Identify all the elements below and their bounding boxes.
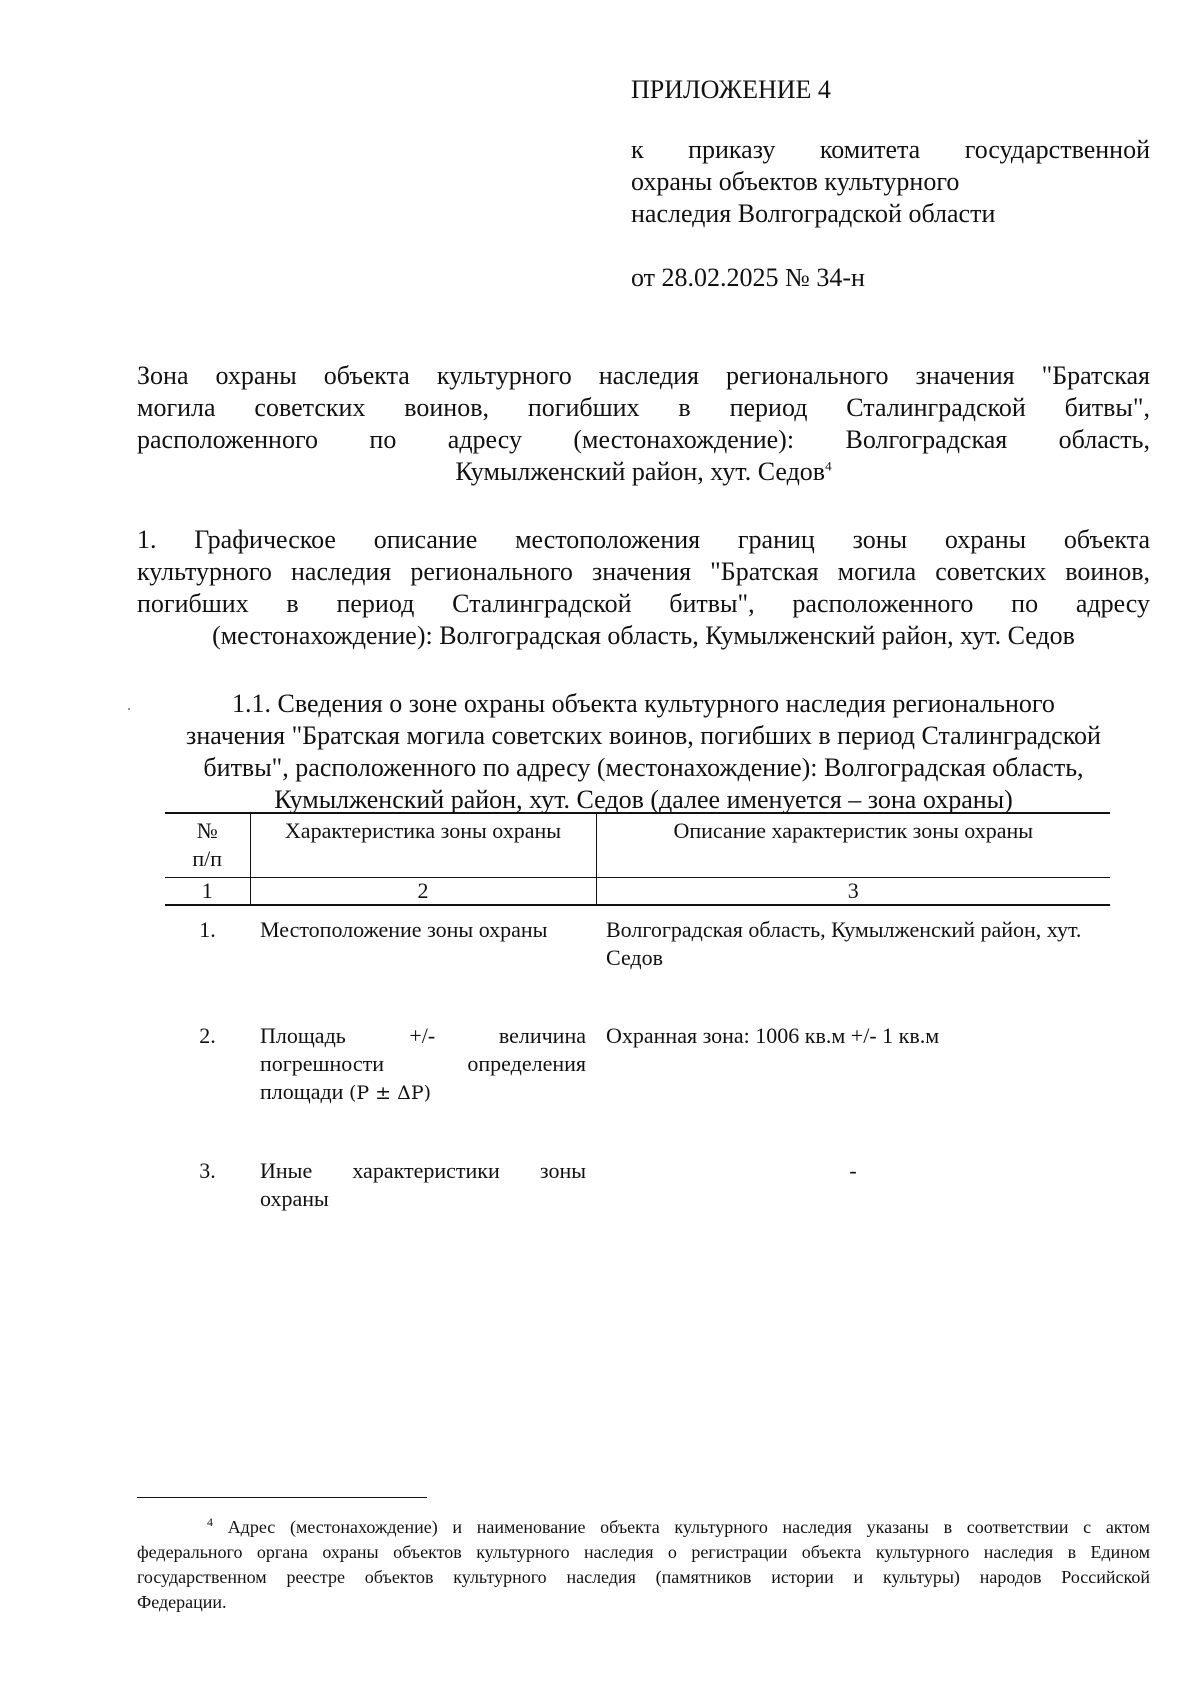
section-1: [137, 524, 1150, 652]
scan-speck: [128, 708, 130, 710]
row-number: 1.: [199, 917, 216, 942]
zone-heading-line: Кумылженский район, хут. Седов: [455, 457, 826, 486]
order-reference: [631, 134, 1150, 230]
footnote-mark: 4: [207, 1515, 213, 1529]
section-1-1-line: 1.1. Сведения о зоне охраны объекта культурного наследия регионального: [232, 689, 1055, 718]
section-1-1-line: Кумылженский район, хут. Седов (далее именуется – зона охраны): [274, 785, 1013, 814]
zone-characteristics-table-wrapper: [165, 812, 1110, 1253]
footnote-line: Федерации.: [137, 1592, 227, 1612]
section-1-1-line: битвы", расположенного по адресу (местонахождение): Волгоградская область,: [203, 753, 1084, 782]
footnote-line: государственном реестре объектов культурного наследия (памятников истории и культуры) народов Российской: [137, 1567, 1150, 1587]
zone-characteristics-table: [165, 812, 1110, 1253]
row-description: Охранная зона: 1006 кв.м +/- 1 кв.м: [606, 1023, 940, 1048]
section-1-line: (местонахождение): Волгоградская область, Кумылженский район, хут. Седов: [212, 621, 1075, 650]
table-column-number-row: [165, 878, 1110, 906]
column-number: 1: [165, 878, 250, 906]
footnote-reference: 4: [825, 458, 832, 474]
header-characteristic: Характеристика зоны охраны: [250, 813, 596, 878]
zone-heading: [137, 360, 1150, 488]
footnote-separator: [137, 1497, 427, 1498]
footnote-text: Адрес (местонахождение) и наименование объекта культурного наследия указаны в соответствии с актом: [227, 1517, 1150, 1537]
row-characteristic: [250, 1147, 596, 1253]
zone-heading-line: расположенного по адресу (местонахождение): Волгоградская область,: [137, 425, 1150, 454]
section-1-line: погибших в период Сталинградской битвы", расположенного по адресу: [137, 589, 1150, 618]
column-number: 3: [596, 878, 1110, 906]
row-characteristic: Местоположение зоны охраны: [260, 917, 548, 942]
footnote: [137, 1515, 1150, 1615]
order-ref-line: охраны объектов культурного: [631, 167, 960, 196]
section-1-1-line: значения "Братская могила советских воинов, погибших в период Сталинградской: [186, 721, 1101, 750]
row-characteristic-line: площади: [260, 1079, 344, 1104]
order-ref-line: наследия Волгоградской области: [631, 199, 996, 228]
area-formula: (P ± ΔP): [348, 1082, 432, 1104]
section-1-line: 1. Графическое описание местоположения границ зоны охраны объекта: [137, 525, 1150, 554]
row-characteristic-line: Иные характеристики зоны: [260, 1158, 586, 1183]
table-row: [165, 905, 1110, 1012]
header-description: Описание характеристик зоны охраны: [596, 813, 1110, 878]
section-1-line: культурного наследия регионального значения "Братская могила советских воинов,: [137, 557, 1150, 586]
table-header-row: [165, 813, 1110, 878]
zone-heading-line: могила советских воинов, погибших в период Сталинградской битвы",: [137, 393, 1150, 422]
order-ref-line: к приказу комитета государственной: [631, 135, 1150, 164]
appendix-title: ПРИЛОЖЕНИЕ 4: [631, 75, 831, 104]
row-description: -: [849, 1158, 857, 1183]
header-number-line2: п/п: [192, 846, 223, 871]
zone-heading-line: Зона охраны объекта культурного наследия регионального значения "Братская: [137, 361, 1150, 390]
column-number: 2: [250, 878, 596, 906]
zone-heading-last-line: [137, 456, 1150, 488]
row-characteristic-line: погрешности определения: [260, 1051, 586, 1076]
order-date: от 28.02.2025 № 34-н: [631, 263, 865, 292]
header-number: [165, 813, 250, 878]
row-characteristic-line: Площадь +/- величина: [260, 1023, 586, 1048]
section-1-1: [137, 688, 1150, 816]
table-row: [165, 1012, 1110, 1147]
row-number: 3.: [199, 1158, 216, 1183]
row-number: 2.: [199, 1023, 216, 1048]
header-number-line1: №: [196, 818, 218, 843]
footnote-line: [137, 1515, 1150, 1540]
row-description: Волгоградская область, Кумылженский район, хут. Седов: [606, 917, 1082, 970]
footnote-line: федерального органа охраны объектов культурного наследия о регистрации объекта культурного наследия в Едином: [137, 1542, 1150, 1562]
row-characteristic-line: охраны: [260, 1186, 329, 1211]
row-characteristic: [250, 1012, 596, 1147]
table-row: [165, 1147, 1110, 1253]
